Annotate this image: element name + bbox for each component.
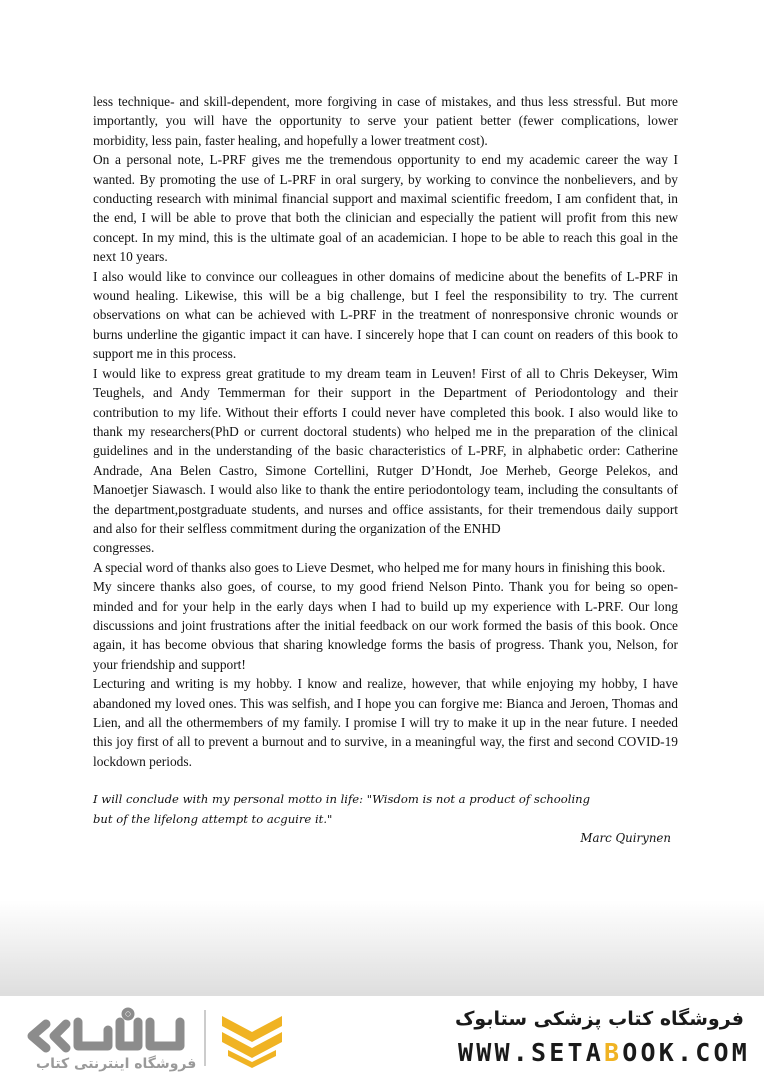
logo-subtitle: فروشگاه اینترنتی کتاب <box>36 1056 197 1072</box>
shop-url-part2: OOK.COM <box>622 1038 750 1067</box>
shop-url-accent: B <box>603 1038 623 1067</box>
author-signature: Marc Quirynen <box>580 831 671 846</box>
publisher-footer <box>0 996 764 1080</box>
paragraph-other-domains: I also would like to convince our colleagues in other domains of medicine about the benefits of L-PRF in wound healing. Likewise, this will be a big challenge, but I feel the responsibility to try. The current observations on what can be achieved with L-PRF in the treatment of nonresponsive chronic wounds or burns underline the gigantic impact it can have. I sincerely hope that I can count on readers of this book to support me in this process. <box>93 268 678 362</box>
shop-name: فروشگاه کتاب پزشکی ستابوک <box>454 1008 744 1030</box>
closing-motto-quote: I will conclude with my personal motto in life: "Wisdom is not a product of schooling but of the lifelong attempt to acguire it." <box>93 792 591 826</box>
shop-url <box>458 1038 750 1067</box>
paragraph-hobby: Lecturing and writing is my hobby. I know and realize, however, that while enjoying my hobby, I have abandoned my loved ones. This was selfish, and I hope you can forgive me: Bianca and Jeroen, Thomas and Lien, and all the othermembers of my family. I promise I will try to make it up in the near future. I needed this joy first of all to prevent a burnout and to survive, in a meaningful way, the first and second COVID-19 lockdown periods. <box>93 676 678 769</box>
paragraph-dream-team: I would like to express great gratitude to my dream team in Leuven! First of all to Chris Dekeyser, Wim Teughels, and Andy Temmerman for their support in the Department of Periodontology and their contribution to my life. Without their efforts I could never have completed this book. I also would like to thank my researchers(PhD or current doctoral students) who helped me in the preparation of the clinical guidelines and in the understanding of the basic characteristics of L-PRF, in alphabetic order: Catherine Andrade, Ana Belen Castro, Simone Cortellini, Rutger D’Hondt, Joe Merheb, George Pelekos, and Manoetjer Siawasch. I would also like to thank the entire periodontology team, including the consultants of the department,postgraduate students, and nurses and office assistants, for their tremendous daily support and also for their selfless commitment during the organization of the ENHD <box>93 365 678 536</box>
page-bottom-shadow <box>0 900 764 1000</box>
paragraph-personal-note: On a personal note, L-PRF gives me the tremendous opportunity to end my academic career the way I wanted. By promoting the use of L-PRF in oral surgery, by working to convince the nonbelievers, and by conducting research with minimal financial support and maximal scientific freedom, I am confident that, in the end, I will be able to prove that both the clinician and especially the patient will profit from this new concept. In my mind, this is the ultimate goal of an academician. I hope to be able to reach this goal in the next 10 years. <box>93 152 678 265</box>
paragraph-congresses: congresses. <box>93 540 155 556</box>
paragraph-nelson-pinto: My sincere thanks also goes, of course, to my good friend Nelson Pinto. Thank you for being so open-minded and for your help in the early days when I had to build up my experience with L-PRF. Our long discussions and joint frustrations after the initial feedback on our work formed the basis of this book. Once again, it has become obvious that sharing knowledge forms the basis of progress. Thank you, Nelson, for your friendship and support! <box>93 579 678 672</box>
paragraph-benefits-end: less technique- and skill-dependent, more forgiving in case of mistakes, and thus less stressful. But more importantly, you will have the opportunity to serve your patient better (fewer complications, lower morbidity, less pain, faster healing, and hopefully a lower treatment cost). <box>93 94 678 148</box>
paragraph-lieve-desmet: A special word of thanks also goes to Lieve Desmet, who helped me for many hours in finishing this book. <box>93 559 666 575</box>
shop-url-part1: WWW.SETA <box>457 1038 604 1067</box>
page-body <box>93 92 678 848</box>
